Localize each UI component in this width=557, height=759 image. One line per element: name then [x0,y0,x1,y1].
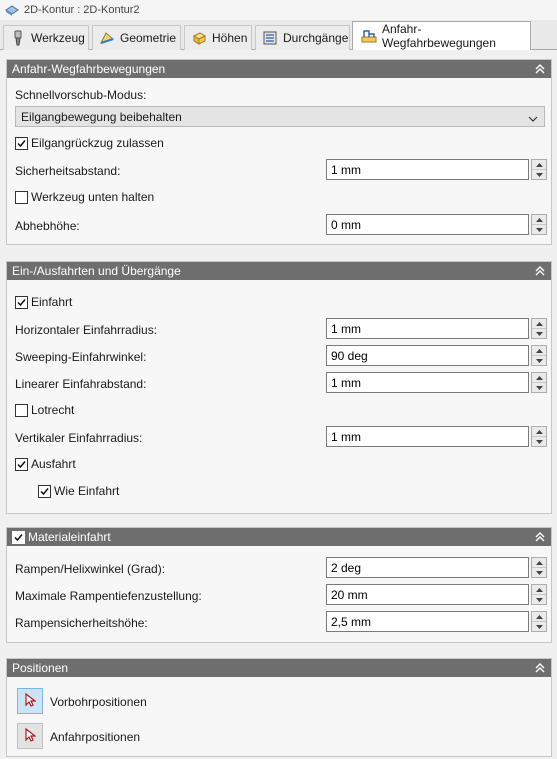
max-stepdown-input[interactable] [326,584,529,605]
checkbox-box [15,137,28,150]
ramp-clearance-label: Rampensicherheitshöhe: [15,616,148,630]
tab-hoehen-label: Höhen [212,31,248,45]
vertical-radius-label: Vertikaler Einfahrradius: [15,431,143,445]
sweep-angle-label: Sweeping-Einfahrwinkel: [15,350,147,364]
collapse-icon[interactable] [533,530,547,544]
keep-tool-down-label: Werkzeug unten halten [31,190,155,204]
rapid-mode-label: Schnellvorschub-Modus: [15,88,147,102]
content-area [0,50,557,759]
rapid-mode-select[interactable] [15,106,545,127]
arrow-up-icon[interactable] [532,585,546,594]
ramp-angle-label: Rampen/Helixwinkel (Grad): [15,562,166,576]
title-bar [0,0,557,20]
checkbox-box [15,191,28,204]
arrow-down-icon[interactable] [532,224,546,234]
lead-in-label: Einfahrt [31,295,73,309]
lift-height-field [326,214,547,235]
arrow-up-icon[interactable] [532,160,546,169]
entry-positions-button[interactable] [17,723,43,749]
panel-anfahr-wegfahr [6,59,552,245]
max-stepdown-stepper[interactable] [531,584,547,605]
arrow-down-icon[interactable] [532,436,546,446]
panel-header[interactable] [7,528,551,546]
keep-tool-down-checkbox[interactable] [15,190,154,204]
contour-icon [4,2,20,18]
safe-distance-stepper[interactable] [531,159,547,180]
tool-icon [10,30,26,46]
arrow-down-icon[interactable] [532,382,546,392]
panel-materialeinfahrt [6,527,552,643]
cursor-arrow-icon [24,693,36,710]
lift-height-stepper[interactable] [531,214,547,235]
same-as-lead-in-label: Wie Einfahrt [54,484,120,498]
collapse-icon[interactable] [533,62,547,76]
chevron-down-icon [528,112,538,126]
safe-distance-field [326,159,547,180]
panel-title: Positionen [12,661,69,675]
arrow-up-icon[interactable] [532,215,546,224]
tab-werkzeug[interactable] [3,25,89,50]
panel-header[interactable] [7,60,551,78]
ramp-angle-stepper[interactable] [531,557,547,578]
arrow-up-icon[interactable] [532,346,546,355]
arrow-up-icon[interactable] [532,612,546,621]
ramp-angle-field [326,557,547,578]
panel-title: Ein-/Ausfahrten und Übergänge [12,264,181,278]
linear-distance-field [326,372,547,393]
allow-rapid-retract-label: Eilgangrückzug zulassen [31,136,164,150]
linking-icon [361,28,377,44]
panel-title: Materialeinfahrt [28,530,111,544]
checkbox-box [38,485,51,498]
vertical-radius-field [326,426,547,447]
rapid-mode-value: Eilgangbewegung beibehalten [21,109,182,124]
panel-positionen [6,658,552,757]
linear-distance-stepper[interactable] [531,372,547,393]
max-stepdown-field [326,584,547,605]
predrill-positions-label: Vorbohrpositionen [50,695,147,709]
tab-bar [0,20,557,50]
vertical-radius-stepper[interactable] [531,426,547,447]
checkbox-box [15,404,28,417]
arrow-down-icon[interactable] [532,169,546,179]
linear-distance-input[interactable] [326,372,529,393]
arrow-up-icon[interactable] [532,373,546,382]
tab-anfahr-wegfahrbewegungen[interactable] [352,21,531,50]
safe-distance-label: Sicherheitsabstand: [15,164,121,178]
checkbox-box [15,296,28,309]
lift-height-input[interactable] [326,214,529,235]
safe-distance-input[interactable] [326,159,529,180]
geometry-icon [99,30,115,46]
arrow-up-icon[interactable] [532,427,546,436]
arrow-down-icon[interactable] [532,328,546,338]
perpendicular-checkbox[interactable] [15,403,74,417]
horizontal-radius-label: Horizontaler Einfahrradius: [15,323,158,337]
linear-distance-label: Linearer Einfahrabstand: [15,377,147,391]
perpendicular-label: Lotrecht [31,403,75,417]
arrow-down-icon[interactable] [532,355,546,365]
lift-height-label: Abhebhöhe: [15,219,80,233]
tab-durchgaenge-label: Durchgänge [283,31,349,45]
horizontal-radius-input[interactable] [326,318,529,339]
tab-durchgaenge[interactable] [255,25,350,50]
collapse-icon[interactable] [533,264,547,278]
arrow-up-icon[interactable] [532,558,546,567]
materialeinfahrt-checkbox[interactable] [12,531,25,544]
predrill-positions-button[interactable] [17,688,43,714]
lead-out-checkbox[interactable] [15,457,76,471]
panel-header[interactable] [7,659,551,677]
ramp-clearance-stepper[interactable] [531,611,547,632]
passes-icon [262,30,278,46]
arrow-down-icon[interactable] [532,594,546,604]
sweep-angle-stepper[interactable] [531,345,547,366]
tab-geometrie-label: Geometrie [120,31,177,45]
tab-geometrie[interactable] [92,25,181,50]
window-title: 2D-Kontur : 2D-Kontur2 [24,4,140,16]
cursor-arrow-icon [24,728,36,745]
tab-hoehen[interactable] [184,25,252,50]
heights-icon [191,30,207,46]
lead-out-label: Ausfahrt [31,457,76,471]
horizontal-radius-field [326,318,547,339]
ramp-clearance-input[interactable] [326,611,529,632]
arrow-down-icon[interactable] [532,621,546,631]
tab-anfahr-label: Anfahr-Wegfahrbewegungen [382,22,496,50]
panel-header[interactable] [7,262,551,280]
arrow-up-icon[interactable] [532,319,546,328]
vertical-radius-input[interactable] [326,426,529,447]
entry-positions-label: Anfahrpositionen [50,730,141,744]
panel-lead-in-out [6,261,552,514]
same-as-lead-in-checkbox[interactable] [38,484,119,498]
allow-rapid-retract-checkbox[interactable] [15,136,164,150]
ramp-clearance-field [326,611,547,632]
tab-werkzeug-label: Werkzeug [31,31,85,45]
sweep-angle-input[interactable] [326,345,529,366]
panel-title: Anfahr-Wegfahrbewegungen [12,62,166,76]
arrow-down-icon[interactable] [532,567,546,577]
sweep-angle-field [326,345,547,366]
ramp-angle-input[interactable] [326,557,529,578]
max-stepdown-label: Maximale Rampentiefenzustellung: [15,589,202,603]
lead-in-checkbox[interactable] [15,295,72,309]
checkbox-box [15,458,28,471]
collapse-icon[interactable] [533,661,547,675]
horizontal-radius-stepper[interactable] [531,318,547,339]
